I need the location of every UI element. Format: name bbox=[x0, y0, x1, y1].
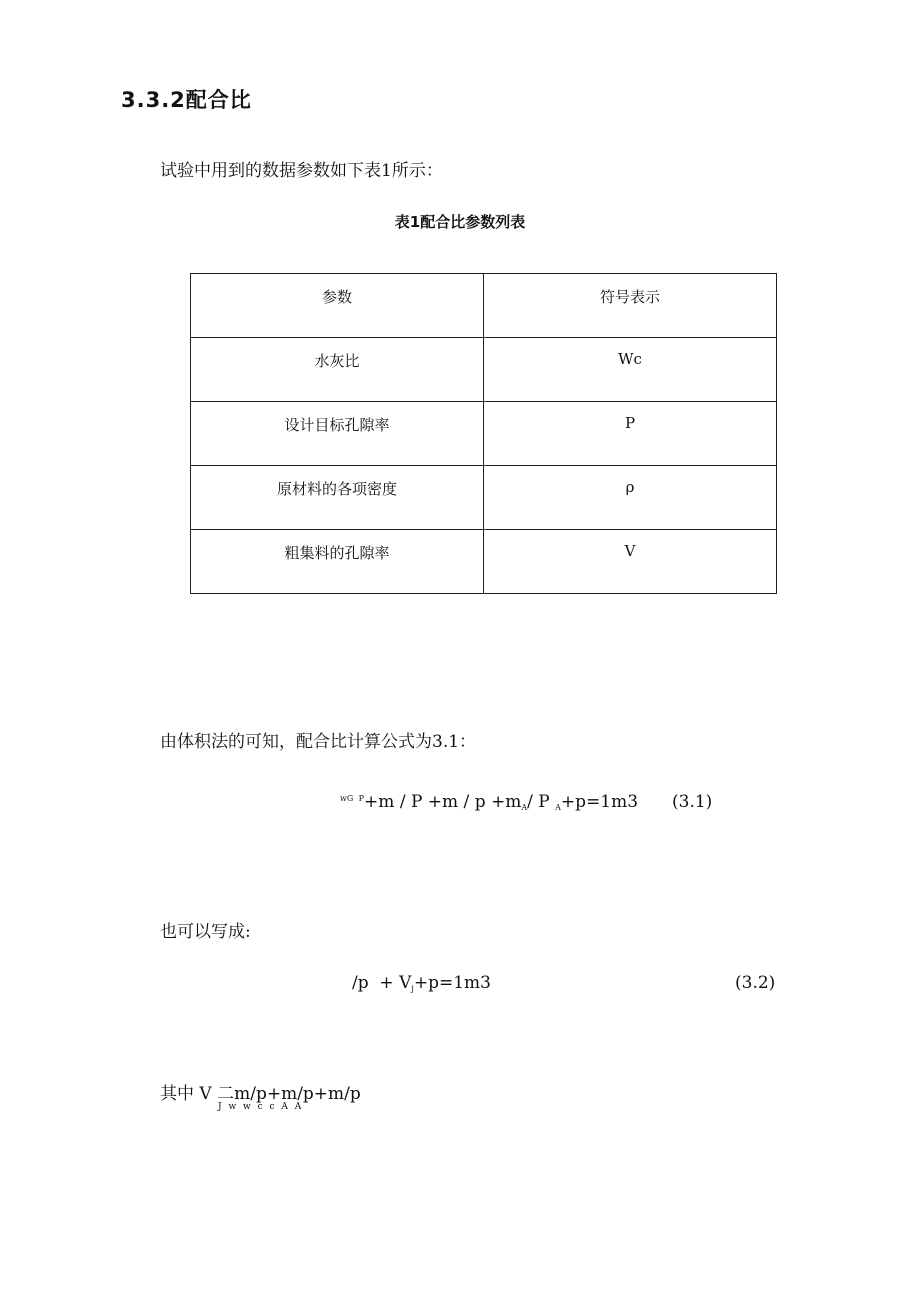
formula-part: +p=1m3 bbox=[413, 973, 491, 993]
table-caption: 表1配合比参数列表 bbox=[394, 213, 526, 231]
table-row bbox=[191, 466, 777, 530]
table-header-row bbox=[191, 274, 777, 338]
parameter-table bbox=[190, 273, 777, 594]
formula-subscript: A bbox=[555, 803, 561, 812]
formula-subscript: A bbox=[521, 803, 528, 812]
where-subscripts: J w w c c A A bbox=[218, 1102, 304, 1112]
table-row bbox=[191, 530, 777, 594]
formula-3-1 bbox=[340, 792, 638, 812]
param-name: 设计目标孔隙率 bbox=[191, 402, 484, 466]
section-heading: 3.3.2配合比 bbox=[121, 88, 252, 112]
where-prefix: 其中 V bbox=[160, 1084, 212, 1104]
table-row bbox=[191, 402, 777, 466]
formula-part: /p + V bbox=[352, 973, 412, 993]
where-clause bbox=[160, 1079, 361, 1104]
formula-number-3-1: (3.1) bbox=[672, 792, 713, 812]
param-symbol: ρ bbox=[484, 466, 777, 530]
header-parameter: 参数 bbox=[191, 274, 484, 338]
param-name: 原材料的各项密度 bbox=[191, 466, 484, 530]
header-symbol: 符号表示 bbox=[484, 274, 777, 338]
formula-subscript: j bbox=[411, 984, 414, 993]
alt-form-text: 也可以写成: bbox=[160, 922, 251, 942]
formula-number-3-2: (3.2) bbox=[735, 973, 776, 993]
table-row bbox=[191, 338, 777, 402]
intro-paragraph: 试验中用到的数据参数如下表1所示： bbox=[160, 161, 443, 181]
param-symbol: V bbox=[484, 530, 777, 594]
volume-method-text: 由体积法的可知，配合比计算公式为3.1： bbox=[160, 732, 477, 752]
param-symbol: Wc bbox=[484, 338, 777, 402]
formula-part: / P bbox=[527, 792, 556, 812]
formula-part: +m / P +m / p +m bbox=[364, 792, 522, 812]
param-name: 水灰比 bbox=[191, 338, 484, 402]
formula-small-prefix: wG bbox=[340, 794, 354, 803]
formula-sup: P bbox=[358, 794, 365, 803]
formula-3-2 bbox=[352, 973, 491, 993]
where-expression: 二m/p+m/p+m/p bbox=[217, 1084, 361, 1104]
param-symbol: P bbox=[484, 402, 777, 466]
formula-part: +p=1m3 bbox=[560, 792, 639, 812]
param-name: 粗集料的孔隙率 bbox=[191, 530, 484, 594]
